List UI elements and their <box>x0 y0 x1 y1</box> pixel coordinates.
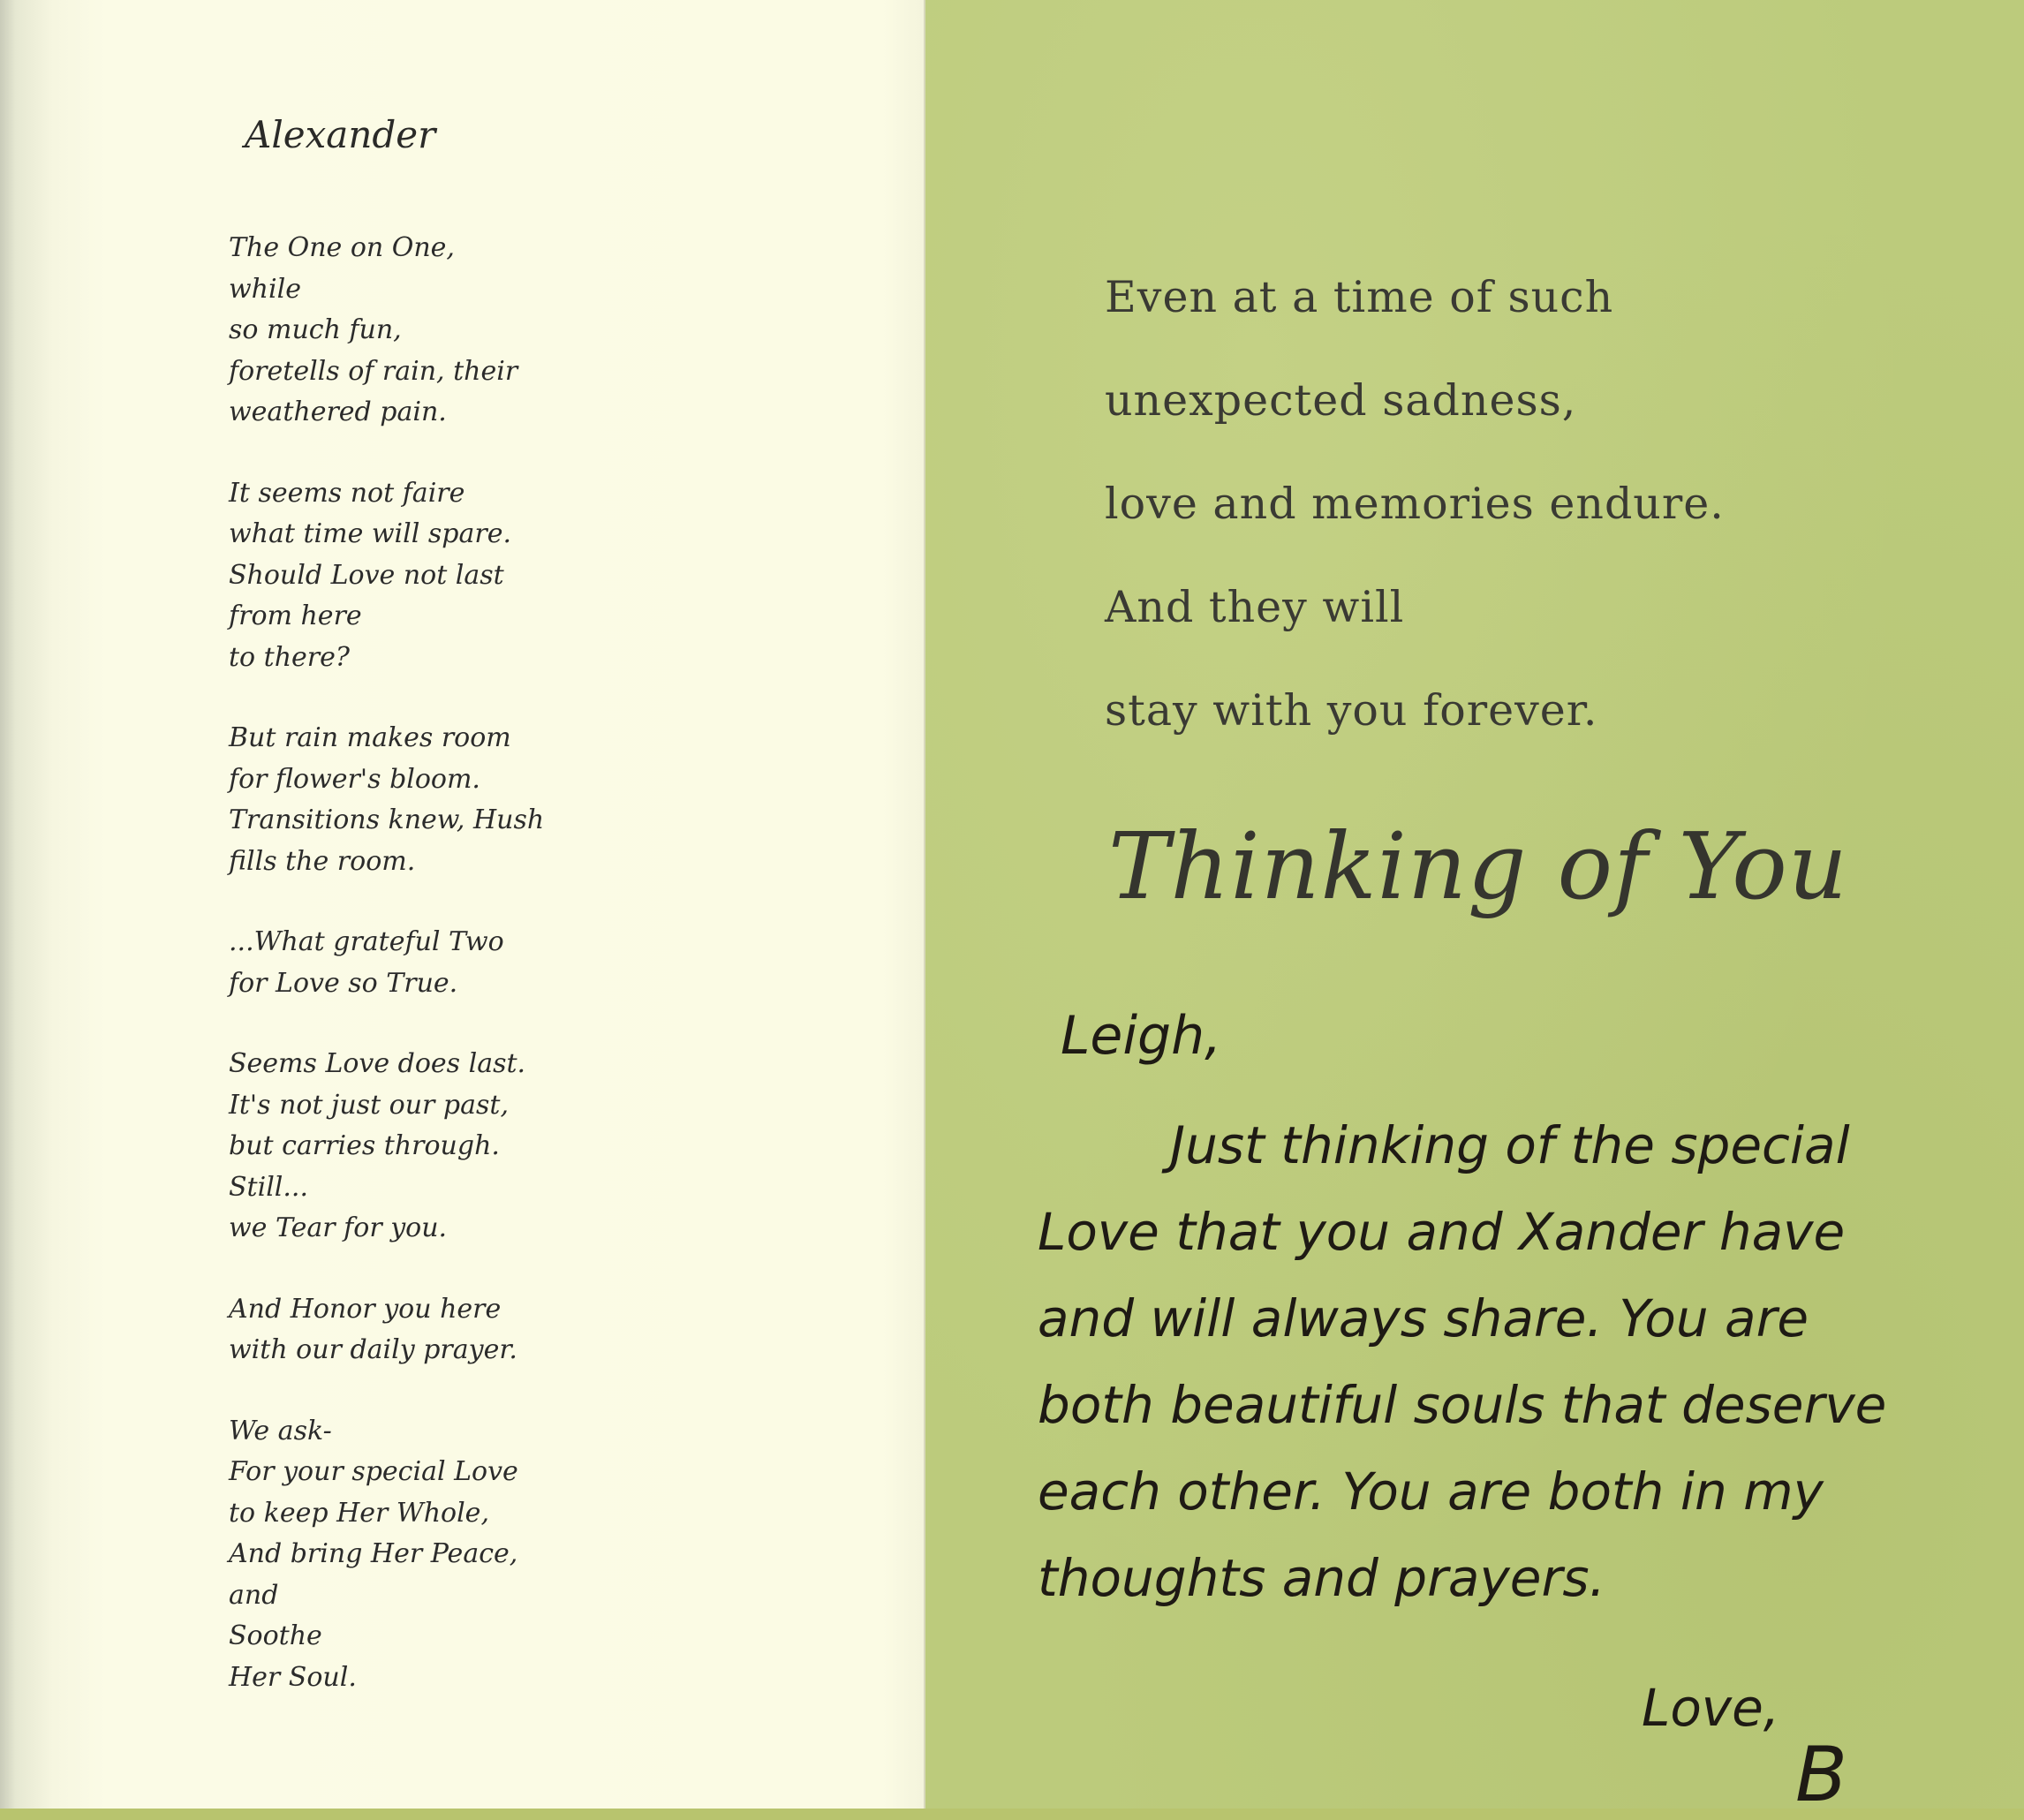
poem-line: to there? <box>229 641 350 673</box>
note-closing: Love, <box>1642 1678 1780 1738</box>
poem-line: for Love so True. <box>229 967 458 999</box>
card-bottom-edge <box>0 1809 2024 1820</box>
poem-line: but carries through. <box>229 1130 500 1161</box>
poem-line: while <box>229 273 301 305</box>
poem-stanza <box>229 718 600 882</box>
card-verse <box>1105 245 1899 762</box>
note-line: Just thinking of the special <box>1170 1115 1850 1175</box>
verse-line: Even at a time of such <box>1105 272 1614 322</box>
poem-line: for flower's bloom. <box>229 763 480 795</box>
poem-stanza <box>229 1044 600 1250</box>
poem-line: But rain makes room <box>229 722 511 753</box>
poem-line: Seems Love does last. <box>229 1048 526 1079</box>
note-line: and will always share. You are <box>1038 1288 1809 1348</box>
poem-line: what time will spare. <box>229 518 511 549</box>
poem-stanza <box>229 1289 600 1371</box>
note-greeting: Leigh, <box>1061 1005 1222 1067</box>
poem-stanza <box>229 473 600 679</box>
poem-line: Transitions knew, Hush <box>229 804 545 835</box>
poem-line: fills the room. <box>229 845 416 877</box>
verse-line: And they will <box>1105 582 1405 632</box>
note-line: each other. You are both in my <box>1038 1461 1824 1522</box>
note-line: Love that you and Xander have <box>1038 1202 1846 1262</box>
note-signature: B <box>1795 1731 1847 1819</box>
poem-line: For your special Love <box>229 1456 518 1487</box>
poem-line: Still... <box>229 1171 308 1203</box>
poem-line: ...What grateful Two <box>229 926 504 957</box>
verse-line: stay with you forever. <box>1105 685 1598 736</box>
poem-line: We ask- <box>229 1415 332 1446</box>
poem-line: from here <box>229 600 362 631</box>
poem-stanza <box>229 228 600 434</box>
note-body <box>1038 1102 1956 1621</box>
card-heading: Thinking of You <box>1108 812 1848 920</box>
poem-line: And bring Her Peace, <box>229 1538 518 1569</box>
note-line: both beautiful souls that deserve <box>1038 1375 1887 1435</box>
poem-line: weathered pain. <box>229 396 447 427</box>
poem-line: foretells of rain, their <box>229 355 518 387</box>
poem-line: Soothe <box>229 1620 322 1651</box>
poem-line: The One on One, <box>229 232 455 263</box>
poem-line: we Tear for you. <box>229 1212 448 1243</box>
poem-title: Alexander <box>245 113 436 156</box>
verse-line: love and memories endure. <box>1105 479 1725 529</box>
poem-line: And Honor you here <box>229 1293 502 1325</box>
poem-line: Her Soul. <box>229 1661 357 1693</box>
verse-line: unexpected sadness, <box>1105 375 1577 426</box>
poem <box>229 228 600 1738</box>
poem-line: It's not just our past, <box>229 1089 510 1121</box>
poem-stanza <box>229 922 600 1004</box>
poem-line: Should Love not last <box>229 559 504 591</box>
poem-line: and <box>229 1579 279 1611</box>
poem-line: to keep Her Whole, <box>229 1497 489 1529</box>
poem-line: with our daily prayer. <box>229 1334 517 1365</box>
poem-line: so much fun, <box>229 314 402 345</box>
note-line: thoughts and prayers. <box>1038 1548 1605 1608</box>
poem-stanza <box>229 1411 600 1699</box>
poem-line: It seems not faire <box>229 477 465 509</box>
